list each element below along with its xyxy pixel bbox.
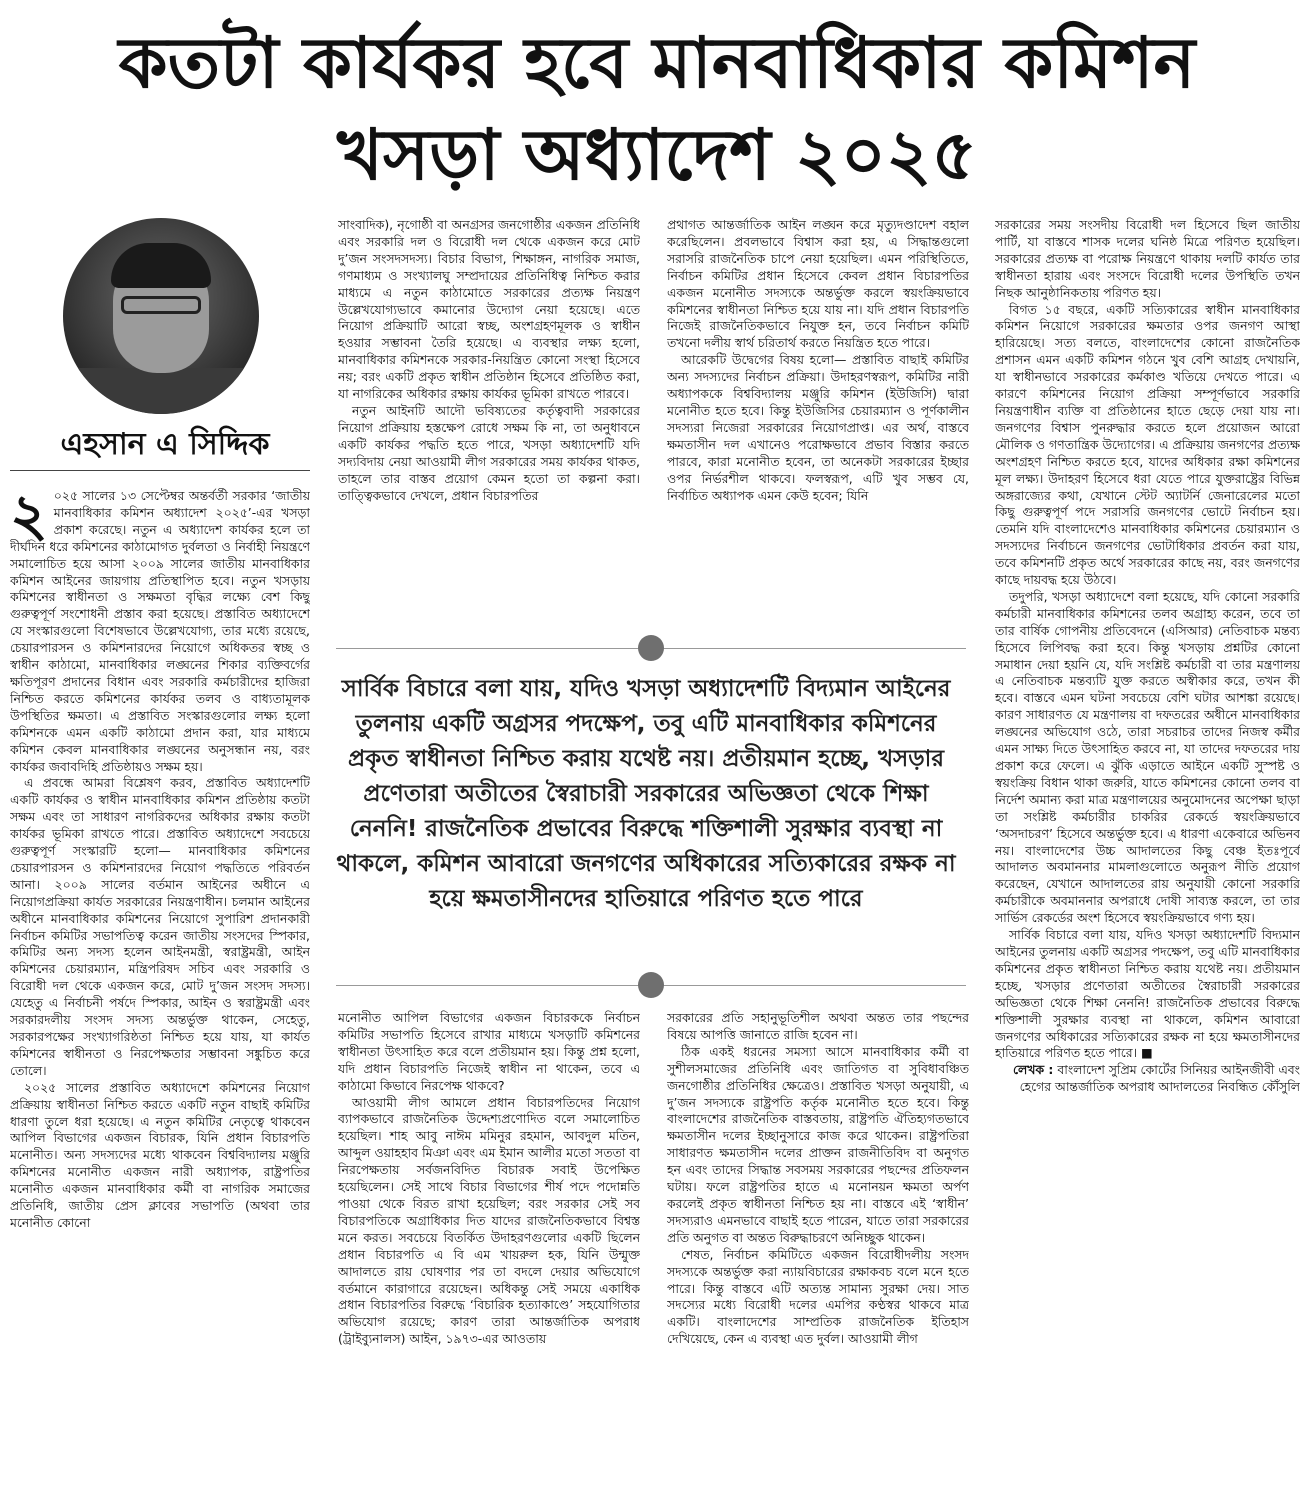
paragraph: ২ ০২৫ সালের ১৩ সেপ্টেম্বর অন্তর্বর্তী সরকার ‘জাতীয় মানবাধিকার কমিশন অধ্যাদেশ ২০২৫’-এর খসড়া প্রকাশ করেছে। নতুন এ অধ্যাদেশ কার্যকর হলে তা দীর্ঘদিন ধরে কমিশনের কাঠামোগত দুর্বলতা ও নির্বাহী নিয়ন্ত্রণে সমালোচিত হয়ে আসা ২০০৯ সালের জাতীয় মানবাধিকার কমিশন আইনের জায়গায় প্রতিস্থাপিত হবে। নতুন খসড়ায় কমিশনের স্বাধীনতা ও সক্ষমতা বৃদ্ধির লক্ষ্যে বেশ কিছু গুরুত্বপূর্ণ সংশোধনী প্রস্তাব করা হয়েছে। প্রস্তাবিত অধ্যাদেশে যে সংস্কারগুলো বিশেষভাবে উল্লেখযোগ্য, তার মধ্যে রয়েছে, চেয়ারপারসন ও কমিশনারদের নিয়োগে অধিকতর স্বচ্ছ ও স্বাধীন কাঠামো, মানবাধিকার লঙ্ঘনের শিকার ব্যক্তিবর্গের ক্ষতিপূরণ প্রদানের বিধান এবং সরকারি কর্মচারীদের হাজিরা নিশ্চিত করতে কমিশনের কার্যকর তলব ও বাধ্যতামূলক উপস্থিতির ক্ষমতা। এ প্রস্তাবিত সংস্কারগুলোর লক্ষ্য হলো কমিশনকে এমন একটি কাঠামো প্রদান করা, যার মাধ্যমে কমিশন কেবল মানবাধিকার লঙ্ঘনের অনুসন্ধান নয়, বরং কার্যকর জবাবদিহি প্রতিষ্ঠায়ও সক্ষম হয়। [10, 488, 310, 774]
paragraph: সরকারের সময় সংসদীয় বিরোধী দল হিসেবে ছিল জাতীয় পার্টি, যা বাস্তবে শাসক দলের ঘনিষ্ঠ মিত্রে পরিণত হয়েছিল। সরকারের প্রত্যক্ষ বা পরোক্ষ নিয়ন্ত্রণে থাকায় দলটি কার্যত তার স্বাধীনতা হারায় এবং সংসদে বিরোধী দলের উপস্থিতি তখন নিছক আনুষ্ঠানিকতায় পরিণত হয়। [995, 217, 1300, 300]
writer-credit [995, 1062, 1300, 1096]
column-4 [995, 217, 1300, 1479]
pull-quote-dot-bottom [638, 972, 664, 998]
paragraph: আওয়ামী লীগ আমলে প্রধান বিচারপতিদের নিয়োগ ব্যাপকভাবে রাজনৈতিক উদ্দেশ্যপ্রণোদিত বলে সমালোচিত হয়েছিল। শাহ আবু নাঈম মমিনুর রহমান, আবদুল মতিন, আব্দুল ওয়াহহাব মিঞা এবং এম ইমান আলীর মতো সততা বা নিরপেক্ষতায় সর্বজনবিদিত বিচারক সবাই উপেক্ষিত হয়েছিলেন। সেই সাথে বিচার বিভাগের শীর্ষ পদে পদোন্নতি পাওয়া থেকে বিরত রাখা হয়েছিল; বরং সরকার সেই সব বিচারপতিকে অগ্রাধিকার দিত যাদের রাজনৈতিকভাবে বিশ্বস্ত মনে করত। সবচেয়ে বিতর্কিত উদাহরণগুলোর একটি ছিলেন প্রধান বিচারপতি এ বি এম খায়রুল হক, যিনি উন্মুক্ত আদালতে রায় ঘোষণার পর তা বদলে দেয়ার অভিযোগে বর্তমানে কারাগারে রয়েছেন। অধিকন্তু সেই সময়ে একাধিক প্রধান বিচারপতির বিরুদ্ধে ‘বিচারিক হত্যাকাণ্ডে’ সহযোগিতার অভিযোগ রয়েছে; কারণ তারা আন্তর্জাতিক অপরাধ (ট্রাইব্যুনালস) আইন, ১৯৭৩-এর আওতায় [338, 1094, 640, 1347]
writer-label: লেখক : [1013, 1062, 1054, 1078]
paragraph: ২০২৫ সালের প্রস্তাবিত অধ্যাদেশে কমিশনের নিয়োগ প্রক্রিয়ায় স্বাধীনতা নিশ্চিত করতে একটি নতুন বাছাই কমিটির ধারণা তুলে ধরা হয়েছে। এ নতুন কমিটির নেতৃত্বে থাকবেন আপিল বিভাগের একজন বিচারক, যিনি প্রধান বিচারপতি মনোনীত। অন্য সদস্যদের মধ্যে থাকবেন বিশ্ববিদ্যালয় মঞ্জুরি কমিশনের মনোনীত একজন নারী অধ্যাপক, রাষ্ট্রপতির মনোনীত একজন মানবাধিকার কর্মী বা নাগরিক সমাজের প্রতিনিধি, জাতীয় প্রেস ক্লাবের সভাপতি (অথবা তার মনোনীত কোনো [10, 1079, 310, 1230]
author-photo [63, 218, 259, 414]
column-2-top [338, 217, 640, 627]
column-3-bottom [667, 1010, 969, 1478]
paragraph: তদুপরি, খসড়া অধ্যাদেশে বলা হয়েছে, যদি কোনো সরকারি কর্মচারী মানবাধিকার কমিশনের তলব অগ্রাহ্য করেন, তবে তা তার বার্ষিক গোপনীয় প্রতিবেদনে (এসিআর) নেতিবাচক মন্তব্য হিসেবে লিপিবদ্ধ করা হবে। কিন্তু খসড়ায় প্রশ্নটির কোনো সমাধান দেয়া হয়নি যে, যদি সংশ্লিষ্ট কর্মচারী বা তার মন্ত্রণালয় এ নেতিবাচক মন্তব্যটি যুক্ত করতে অস্বীকার করে, তখন কী হবে। বাস্তবে এমন ঘটনা সবচেয়ে বেশি ঘটার আশঙ্কা রয়েছে। কারণ সাধারণত যে মন্ত্রণালয় বা দফতরের অধীনে মানবাধিকার লঙ্ঘনের অভিযোগ ওঠে, তারা সচরাচর তাদের নিজস্ব কর্মীর এমন সাক্ষ্য দিতে উৎসাহিত করবে না, যা তাদের দফতরের দায় প্রকাশ করে ফেলে। এ ঝুঁকি এড়াতে আইনে একটি সুস্পষ্ট ও স্বয়ংক্রিয় বিধান থাকা জরুরি, যাতে কমিশনের কোনো তলব বা নির্দেশ অমান্য করা মাত্র মন্ত্রণালয়ের অনুমোদনের অপেক্ষা ছাড়া তা সংশ্লিষ্ট কর্মচারীর চাকরির রেকর্ডে স্বয়ংক্রিয়ভাবে ‘অসদাচরণ’ হিসেবে অন্তর্ভুক্ত হবে। এ ধারণা একেবারে অভিনব নয়। বাংলাদেশের উচ্চ আদালতের কিছু বেঞ্চ ইতঃপূর্বে আদালত অবমাননার মামলাগুলোতে অনুরূপ নীতি প্রয়োগ করেছেন, যেখানে আদালতের রায় অনুযায়ী কোনো সরকারি কর্মচারীকে অবমাননার অপরাধে দোষী সাব্যস্ত করলে, তা তার সার্ভিস রেকর্ডের অংশ হিসেবে স্বয়ংক্রিয়ভাবে গণ্য হয়। [995, 588, 1300, 926]
column-2-bottom [338, 1010, 640, 1478]
author-name: এহসান এ সিদ্দিক [60, 427, 270, 462]
pull-quote: সার্বিক বিচারে বলা যায়, যদিও খসড়া অধ্যাদেশটি বিদ্যমান আইনের তুলনায় একটি অগ্রসর পদক্ষেপ, তবু এটি মানবাধিকার কমিশনের প্রকৃত স্বাধীনতা নিশ্চিত করায় যথেষ্ট নয়। প্রতীয়মান হচ্ছে, খসড়ার প্রণেতারা অতীতের স্বৈরাচারী সরকারের অভিজ্ঞতা থেকে শিক্ষা নেননি! রাজনৈতিক প্রভাবের বিরুদ্ধে শক্তিশালী সুরক্ষার ব্যবস্থা না থাকলে, কমিশন আবারো জনগণের অধিকারের সত্যিকারের রক্ষক না হয়ে ক্ষমতাসীনদের হাতিয়ারে পরিণত হতে পারে [336, 676, 956, 912]
column-3-top [667, 217, 969, 627]
column-1 [10, 488, 310, 1478]
drop-cap: ২ [10, 488, 48, 549]
paragraph: বিগত ১৫ বছরে, একটি সত্যিকারের স্বাধীন মানবাধিকার কমিশন নিয়োগে সরকারের ক্ষমতার ওপর জনগণ আস্থা হারিয়েছে। সত্য বলতে, বাংলাদেশের কোনো রাজনৈতিক প্রশাসন এমন একটি কমিশন গঠনে খুব বেশি আগ্রহ দেখায়নি, যা স্বাধীনভাবে সরকারের কর্মকাণ্ড খতিয়ে দেখতে পারে। এ কারণে কমিশনের নিয়োগ প্রক্রিয়া সম্পূর্ণভাবে সরকারি নিয়ন্ত্রণাধীন ব্যক্তি বা প্রতিষ্ঠানের হাতে ছেড়ে দেয়া যায় না। জনগণের বিশ্বাস পুনরুদ্ধার করতে হলে প্রয়োজন আরো মৌলিক ও গণতান্ত্রিক উদ্যোগের। এ প্রক্রিয়ায় জনগণের প্রত্যক্ষ অংশগ্রহণ নিশ্চিত করতে হবে, যাদের অধিকার রক্ষা কমিশনের মূল লক্ষ্য। উদাহরণ হিসেবে ধরা যেতে পারে যুক্তরাষ্ট্রের বিভিন্ন অঙ্গরাজ্যের কথা, যেখানে স্টেট অ্যাটর্নি জেনারেলের মতো কিছু গুরুত্বপূর্ণ পদে সরাসরি জনগণের ভোটে নির্বাচন হয়। তেমনি যদি বাংলাদেশেও মানবাধিকার কমিশনের চেয়ারম্যান ও সদস্যদের নির্বাচনে জনগণের ভোটাধিকার প্রবর্তন করা যায়, তবে কমিশনটি প্রকৃত অর্থে সরকারের কাছে নয়, বরং জনগণের কাছে দায়বদ্ধ হয়ে উঠবে। [995, 301, 1300, 588]
paragraph: সরকারের প্রতি সহানুভূতিশীল অথবা অন্তত তার পছন্দের বিষয়ে আপত্তি জানাতে রাজি হবেন না। [667, 1010, 969, 1042]
paragraph: মনোনীত আপিল বিভাগের একজন বিচারককে নির্বাচন কমিটির সভাপতি হিসেবে রাখার মাধ্যমে খসড়াটি কমিশনের স্বাধীনতা উৎসাহিত করে বলে প্রতীয়মান হয়। কিন্তু প্রশ্ন হলো, যদি প্রধান বিচারপতি নিজেই স্বাধীন না থাকেন, তবে এ কাঠামো কিভাবে নিরপেক্ষ থাকবে? [338, 1010, 640, 1093]
paragraph: সাংবাদিক), নৃগোষ্ঠী বা অনগ্রসর জনগোষ্ঠীর একজন প্রতিনিধি এবং সরকারি দল ও বিরোধী দল থেকে একজন করে মোট দু’জন সংসদসদস্য। বিচার বিভাগ, শিক্ষাঙ্গন, নাগরিক সমাজ, গণমাধ্যম ও সংখ্যালঘু সম্প্রদায়ের প্রতিনিধিত্ব নিশ্চিত করার মাধ্যমে এ নতুন কাঠামোতে সরকারের প্রত্যক্ষ নিয়ন্ত্রণ উল্লেখযোগ্যভাবে কমানোর উদ্যোগ নেয়া হয়েছে। এতে নিয়োগ প্রক্রিয়াটি আরো স্বচ্ছ, অংশগ্রহণমূলক ও স্বাধীন হওয়ার সম্ভাবনা তৈরি হয়েছে। এ ব্যবস্থার লক্ষ্য হলো, মানবাধিকার কমিশনকে সরকার-নিয়ন্ত্রিত কোনো সংস্থা হিসেবে নয়; বরং একটি প্রকৃত স্বাধীন প্রতিষ্ঠান হিসেবে প্রতিষ্ঠিত করা, যা নাগরিকের অধিকার রক্ষায় কার্যকর ভূমিকা রাখতে পারবে। [338, 217, 640, 402]
paragraph: এ প্রবন্ধে আমরা বিশ্লেষণ করব, প্রস্তাবিত অধ্যাদেশটি একটি কার্যকর ও স্বাধীন মানবাধিকার কমিশন প্রতিষ্ঠায় কতটা সক্ষম এবং তা সাধারণ নাগরিকদের অধিকার রক্ষায় কতটা কার্যকর ভূমিকা রাখতে পারে। প্রস্তাবিত অধ্যাদেশে সবচেয়ে গুরুত্বপূর্ণ সংস্কারটি হলো— মানবাধিকার কমিশনের চেয়ারপারসন ও কমিশনারদের নিয়োগ পদ্ধতিতে পরিবর্তন আনা। ২০০৯ সালের বর্তমান আইনের অধীনে এ নিয়োগপ্রক্রিয়া কার্যত সরকারের নিয়ন্ত্রণাধীন। চলমান আইনের অধীনে মানবাধিকার কমিশনের নিয়োগে সুপারিশ প্রদানকারী নির্বাচন কমিটির সভাপতিত্ব করেন জাতীয় সংসদের স্পিকার, কমিটির অন্য সদস্য হলেন আইনমন্ত্রী, স্বরাষ্ট্রমন্ত্রী, আইন কমিশনের চেয়ারম্যান, মন্ত্রিপরিষদ সচিব এবং সরকারি ও বিরোধী দল থেকে একজন করে, মোট দু’জন সংসদ সদস্য। যেহেতু এ নির্বাচনী পর্ষদে স্পিকার, আইন ও স্বরাষ্ট্রমন্ত্রী এবং সরকারদলীয় সংসদ সদস্য অন্তর্ভুক্ত থাকেন, সেহেতু, সরকারপক্ষের সংখ্যাগরিষ্ঠতা নিশ্চিত হয়ে যায়, যা কার্যত কমিশনের স্বাধীনতা ও নিরপেক্ষতার সম্ভাবনা সঙ্কুচিত করে তোলে। [10, 775, 310, 1078]
headline-line-2: খসড়া অধ্যাদেশ ২০২৫ [337, 114, 977, 196]
paragraph: ঠিক একই ধরনের সমস্যা আসে মানবাধিকার কর্মী বা সুশীলসমাজের প্রতিনিধি এবং জাতিগত বা সুবিধাবঞ্চিত জনগোষ্ঠীর প্রতিনিধির ক্ষেত্রেও। প্রস্তাবিত খসড়া অনুযায়ী, এ দু’জন সদস্যকে রাষ্ট্রপতি কর্তৃক মনোনীত হতে হবে। কিন্তু বাংলাদেশের রাজনৈতিক বাস্তবতায়, রাষ্ট্রপতি ঐতিহ্যগতভাবে ক্ষমতাসীন দলের ইচ্ছানুসারে কাজ করে থাকেন। রাষ্ট্রপতিরা সাধারণত ক্ষমতাসীন দলের প্রাক্তন রাজনীতিবিদ বা অনুগত হন এবং তাদের সিদ্ধান্ত সবসময় সরকারের পছন্দের প্রতিফলন ঘটায়। ফলে রাষ্ট্রপতির হাতে এ মনোনয়ন ক্ষমতা অর্পণ করলেই প্রকৃত স্বাধীনতা নিশ্চিত হয় না। বাস্তবে এই ‘স্বাধীন’ সদস্যরাও এমনভাবে বাছাই হতে পারেন, যাতে তারা সরকারের প্রতি অনুগত বা অন্তত বিরুদ্ধাচরণে অনিচ্ছুক থাকেন। [667, 1043, 969, 1245]
writer-note: বাংলাদেশ সুপ্রিম কোর্টের সিনিয়র আইনজীবী এবং হেগের আন্তর্জাতিক অপরাধ আদালতের নিবন্ধিত কৌঁসুলি [1019, 1062, 1300, 1095]
pull-quote-dot-top [638, 635, 664, 661]
paragraph: শেষত, নির্বাচন কমিটিতে একজন বিরোধীদলীয় সংসদ সদস্যকে অন্তর্ভুক্ত করা ন্যায়বিচারের রক্ষাকবচ বলে মনে হতে পারে। কিন্তু বাস্তবে এটি অত্যন্ত সামান্য সুরক্ষা দেয়। সাত সদস্যের মধ্যে বিরোধী দলের এমপির কণ্ঠস্বর থাকবে মাত্র একটি। বাংলাদেশের সাম্প্রতিক রাজনৈতিক ইতিহাস দেখিয়েছে, কেন এ ব্যবস্থা এত দুর্বল। আওয়ামী লীগ [667, 1246, 969, 1347]
headline-line-1: কতটা কার্যকর হবে মানবাধিকার কমিশন [118, 22, 1196, 104]
paragraph: নতুন আইনটি আদৌ ভবিষ্যতের কর্তৃত্ববাদী সরকারের নিয়োগ প্রক্রিয়ায় হস্তক্ষেপ রোধে সক্ষম কি না, তা অনুধাবনে একটি কার্যকর পদ্ধতি হতে পারে, খসড়া অধ্যাদেশটি যদি সদ্যবিদায় নেয়া আওয়ামী লীগ সরকারের সময় কার্যকর থাকত, তাহলে তার বাস্তব প্রয়োগ কেমন হতো তা কল্পনা করা। তাত্ত্বিকভাবে দেখলে, প্রধান বিচারপতির [338, 402, 640, 503]
paragraph: প্রথাগত আন্তর্জাতিক আইন লঙ্ঘন করে মৃত্যুদণ্ডাদেশ বহাল করেছিলেন। প্রবলভাবে বিশ্বাস করা হয়, এ সিদ্ধান্তগুলো সরাসরি রাজনৈতিক চাপে নেয়া হয়েছিল। এমন পরিস্থিতিতে, নির্বাচন কমিটির প্রধান হিসেবে কেবল প্রধান বিচারপতির একজন মনোনীত সদস্যকে অন্তর্ভুক্ত করলে স্বয়ংক্রিয়ভাবে কমিশনের স্বাধীনতা নিশ্চিত হয়ে যায় না। যদি প্রধান বিচারপতি নিজেই রাজনৈতিকভাবে নিযুক্ত হন, তবে নির্বাচন কমিটি তখনো দলীয় স্বার্থ চরিতার্থ করতে নিয়ন্ত্রিত হতে পারে। [667, 217, 969, 351]
paragraph: সার্বিক বিচারে বলা যায়, যদিও খসড়া অধ্যাদেশটি বিদ্যমান আইনের তুলনায় একটি অগ্রসর পদক্ষেপ, তবু এটি মানবাধিকার কমিশনের প্রকৃত স্বাধীনতা নিশ্চিত করায় যথেষ্ট নয়। প্রতীয়মান হচ্ছে, খসড়ার প্রণেতারা অতীতের স্বৈরাচারী সরকারের অভিজ্ঞতা থেকে শিক্ষা নেননি! রাজনৈতিক প্রভাবের বিরুদ্ধে শক্তিশালী সুরক্ষার ব্যবস্থা না থাকলে, কমিশন আবারো জনগণের অধিকারের সত্যিকারের রক্ষক না হয়ে ক্ষমতাসীনদের হাতিয়ারে পরিণত হতে পারে। ■ [995, 927, 1300, 1061]
paragraph: আরেকটি উদ্বেগের বিষয় হলো— প্রস্তাবিত বাছাই কমিটির অন্য সদস্যদের নির্বাচন প্রক্রিয়া। উদাহরণস্বরূপ, কমিটির নারী অধ্যাপককে বিশ্ববিদ্যালয় মঞ্জুরি কমিশন (ইউজিসি) দ্বারা মনোনীত হতে হবে। কিন্তু ইউজিসির চেয়ারম্যান ও পূর্ণকালীন সদস্যরা নিজেরা সরকারের নিয়োগপ্রাপ্ত। এর অর্থ, বাস্তবে ক্ষমতাসীন দল এখানেও পরোক্ষভাবে প্রভাব বিস্তার করতে পারবে, কারা মনোনীত হবেন, তা অনেকটা সরকারের ইচ্ছার ওপর নির্ভরশীল থাকবে। ফলস্বরূপ, এটি খুব সম্ভব যে, নির্বাচিত অধ্যাপক এমন কেউ হবেন; যিনি [667, 352, 969, 503]
